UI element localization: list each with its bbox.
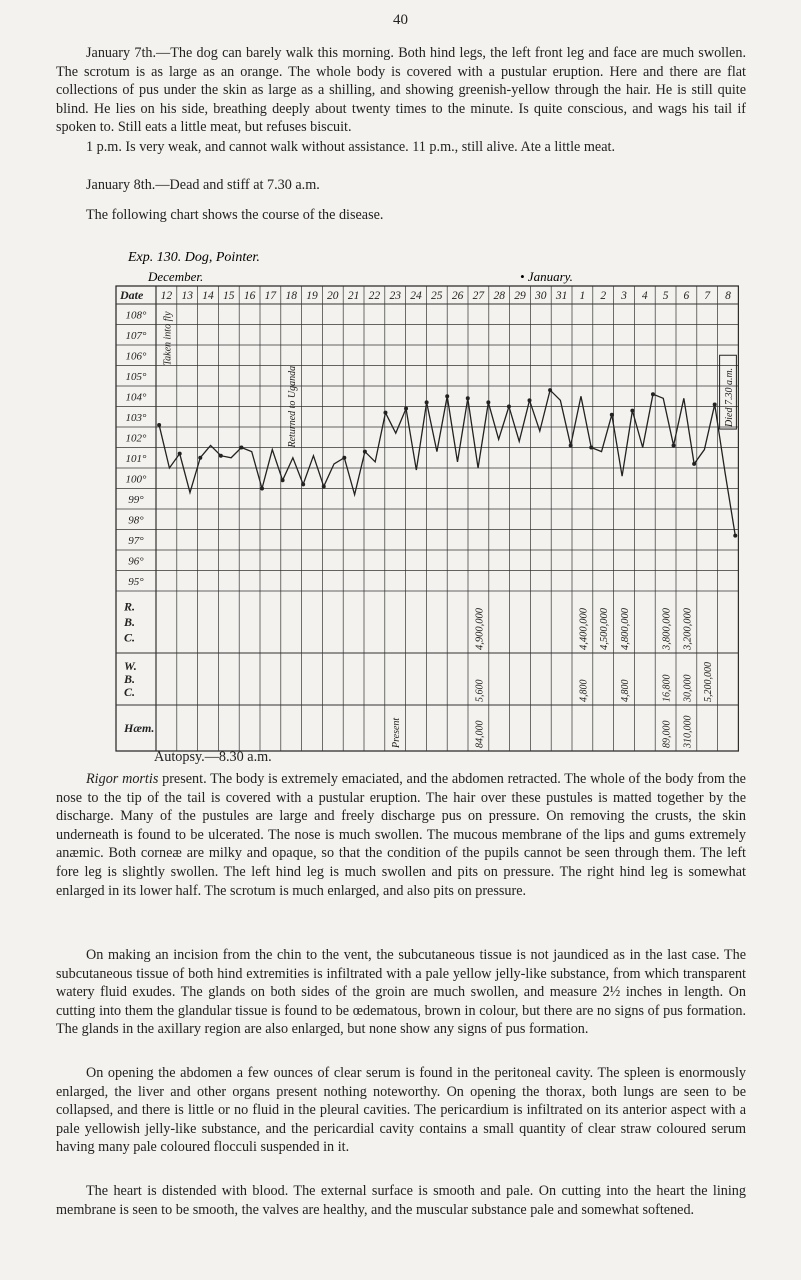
temperature-point	[404, 407, 408, 411]
haemoglobin-row-label: Hæm.	[124, 721, 155, 735]
temperature-point	[486, 400, 490, 404]
date-label: 25	[431, 290, 443, 302]
rbc-row-label: B.	[124, 615, 136, 629]
date-label: 31	[555, 290, 568, 302]
temperature-point	[260, 487, 264, 491]
date-label: 15	[223, 290, 235, 302]
wbc-count-label: 4,800	[620, 679, 631, 702]
date-label: 13	[181, 290, 193, 302]
temperature-point	[219, 454, 223, 458]
temperature-point	[322, 484, 326, 488]
rbc-count-label: 4,400,000	[578, 608, 590, 650]
chart-border	[116, 286, 738, 751]
date-label: 23	[389, 290, 401, 302]
chart-title: Exp. 130. Dog, Pointer.	[128, 250, 260, 265]
temperature-point	[610, 413, 614, 417]
temperature-point	[528, 398, 532, 402]
date-label: 7	[704, 290, 711, 302]
temperature-point	[445, 394, 449, 398]
temperature-point	[651, 392, 655, 396]
y-tick-label: 97°	[128, 534, 144, 547]
intro-paragraph-chart-caption: The following chart shows the course of the disease.	[86, 207, 384, 223]
temperature-point	[733, 534, 737, 538]
date-label: 4	[641, 290, 648, 302]
rigor-mortis-term: Rigor mortis	[86, 771, 159, 787]
rbc-count-label: 3,200,000	[682, 608, 694, 650]
y-tick-label: 107°	[125, 329, 147, 342]
date-label: 3	[621, 290, 627, 302]
annotation-taken-into-fly: Taken into fly	[162, 311, 174, 366]
month-label-january: • January.	[520, 269, 573, 284]
intro-paragraph-1pm: 1 p.m. Is very weak, and cannot walk without assistance. 11 p.m., still alive. Ate a little meat.	[86, 139, 616, 155]
wbc-row-label: C.	[124, 685, 136, 699]
wbc-count-label: 5,600	[474, 679, 486, 702]
temperature-point	[569, 443, 573, 447]
autopsy-paragraph-1-text: present. The body is extremely emaciated, and the abdomen retracted. The whole of the body from the nose to the tip of the tail is covered with a pustular eruption. The hair over these pustules is matted together by the discharge. Many of the pustules are large and freely discharge pus on pressure. On removing the crusts, the skin underneath is found to be ulcerated. The nose is much swollen. The mucous membrane of the lips and gums extremely anæmic. Both corneæ are milky and opaque, so that the condition of the pupils cannot be seen through them. The left fore leg is slightly swollen. The left hind leg is much swollen and pits on pressure. The right hind leg is somewhat enlarged in its lower half. The scrotum is much enlarged, and also pits on pressure.	[56, 771, 746, 899]
autopsy-paragraph-2: On making an incision from the chin to the vent, the subcutaneous tissue is not jaundiced as in the last case. The subcutaneous tissue of both hind extremities is infiltrated with a pale yellow jelly-like substance, from which transparent watery fluid exudes. The glands on both sides of the groin are much swollen, and measure 2½ inches in length. On cutting into them the glandular tissue is found to be œdematous, brown in colour, but there are no signs of pus formation. The glands in the axillary region are also enlarged, but none show any signs of pus formation.	[56, 947, 746, 1038]
rbc-count-label: 3,800,000	[661, 608, 673, 650]
autopsy-paragraph-3: On opening the abdomen a few ounces of clear serum is found in the peritoneal cavity. The spleen is enormously enlarged, the liver and other organs present nothing noteworthy. On opening the thorax, both lungs are seen to be collapsed, and there is little or no fluid in the pleural cavities. The pericardium is infiltrated on its anterior aspect with a pale yellowish jelly-like substance, and the pericardial cavity contains a small quantity of clear straw coloured serum having many pale coloured flocculi suspended in it.	[56, 1065, 746, 1156]
date-label: 2	[600, 290, 607, 302]
rbc-row-label: C.	[124, 630, 136, 645]
y-tick-label: 98°	[128, 514, 144, 527]
temperature-point	[630, 409, 634, 413]
intro-paragraph-jan7: January 7th.—The dog can barely walk this morning. Both hind legs, the left front leg and face are much swollen. The scrotum is as large as an orange. The whole body is covered with a pustular eruption. Here and there are flat collections of pus under the skin as large as a shilling, and showing greenish-yellow through the hair. He is still quite blind. He lies on his side, breathing deeply about twenty times to the minute. Is quite conscious, and wags his tail if spoken to. Still eats a little meat, but refuses biscuit.	[56, 45, 746, 136]
date-header-label: Date	[120, 288, 144, 302]
date-label: 29	[514, 290, 526, 302]
y-tick-label: 99°	[128, 493, 144, 506]
y-tick-label: 104°	[125, 391, 147, 404]
haemoglobin-label: 89,000	[661, 720, 673, 748]
date-label: 12	[160, 290, 173, 302]
temperature-point	[178, 452, 182, 456]
y-tick-label: 103°	[125, 411, 147, 424]
date-label: 8	[725, 290, 731, 302]
wbc-count-label: 16,800	[661, 674, 673, 702]
temperature-point	[239, 446, 243, 450]
temperature-point	[692, 462, 696, 466]
temperature-point	[383, 411, 387, 415]
haemoglobin-label: 310,000	[682, 715, 694, 748]
temperature-point	[425, 400, 429, 404]
rbc-count-label: 4,800,000	[620, 608, 631, 650]
date-label: 14	[202, 290, 214, 302]
date-label: 30	[535, 290, 547, 302]
wbc-row-label: B.	[124, 672, 136, 686]
wbc-row-label: W.	[124, 659, 137, 673]
temperature-point	[198, 456, 202, 460]
chart-grid	[116, 286, 738, 751]
temperature-point	[713, 402, 717, 406]
autopsy-paragraph-4: The heart is distended with blood. The external surface is smooth and pale. On cutting into the heart the lining membrane is seen to be smooth, the valves are healthy, and the muscular substance pale and somewhat softened.	[56, 1183, 746, 1218]
temperature-point	[672, 443, 676, 447]
annotation-returned: Returned to Uganda	[287, 365, 299, 448]
y-tick-label: 105°	[125, 370, 147, 383]
date-label: 6	[683, 290, 690, 302]
wbc-count-label: 4,800	[578, 679, 590, 702]
temperature-point	[301, 482, 305, 486]
chart-marks	[157, 355, 737, 537]
intro-paragraph-jan8: January 8th.—Dead and stiff at 7.30 a.m.	[86, 177, 320, 193]
month-label-december: December.	[148, 269, 204, 284]
temperature-point	[589, 446, 593, 450]
date-label: 27	[472, 290, 485, 302]
rbc-count-label: 4,900,000	[474, 608, 486, 650]
wbc-count-label: 30,000	[682, 674, 694, 702]
autopsy-paragraph-1	[56, 770, 746, 900]
page-number: 40	[393, 12, 408, 28]
y-tick-label: 96°	[128, 555, 144, 568]
date-label: 20	[327, 290, 339, 302]
autopsy-heading: Autopsy.—8.30 a.m.	[154, 749, 272, 765]
temperature-point	[342, 456, 346, 460]
date-label: 1	[579, 290, 586, 302]
y-tick-label: 101°	[125, 452, 147, 465]
temperature-point	[363, 450, 367, 454]
haemoglobin-label: Present	[391, 717, 403, 748]
y-tick-label: 95°	[128, 575, 144, 588]
date-label: 21	[347, 290, 360, 302]
date-label: 22	[368, 290, 381, 302]
date-label: 18	[285, 290, 297, 302]
temperature-point	[507, 405, 511, 409]
annotation-died: Died 7.30 a.m.	[724, 367, 735, 427]
y-tick-label: 100°	[125, 473, 147, 486]
y-tick-label: 108°	[125, 309, 147, 322]
date-label: 26	[451, 290, 464, 302]
date-label: 16	[243, 290, 256, 302]
date-label: 28	[493, 290, 505, 302]
date-label: 24	[410, 290, 422, 302]
temperature-point	[281, 478, 285, 482]
temperature-point	[157, 423, 161, 427]
date-label: 17	[264, 290, 277, 302]
temperature-line	[159, 390, 735, 536]
y-tick-label: 102°	[125, 432, 147, 445]
y-tick-label: 106°	[125, 350, 147, 363]
haemoglobin-label: 84,000	[474, 720, 486, 748]
rbc-row-label: R.	[124, 599, 136, 614]
temperature-point	[466, 396, 470, 400]
chart-labels	[119, 288, 735, 749]
wbc-count-label: 5,200,000	[703, 662, 715, 702]
date-label: 19	[306, 290, 318, 302]
temperature-point	[548, 388, 552, 392]
date-label: 5	[662, 290, 669, 302]
rbc-count-label: 4,500,000	[599, 608, 611, 650]
died-annotation-box	[720, 355, 737, 429]
